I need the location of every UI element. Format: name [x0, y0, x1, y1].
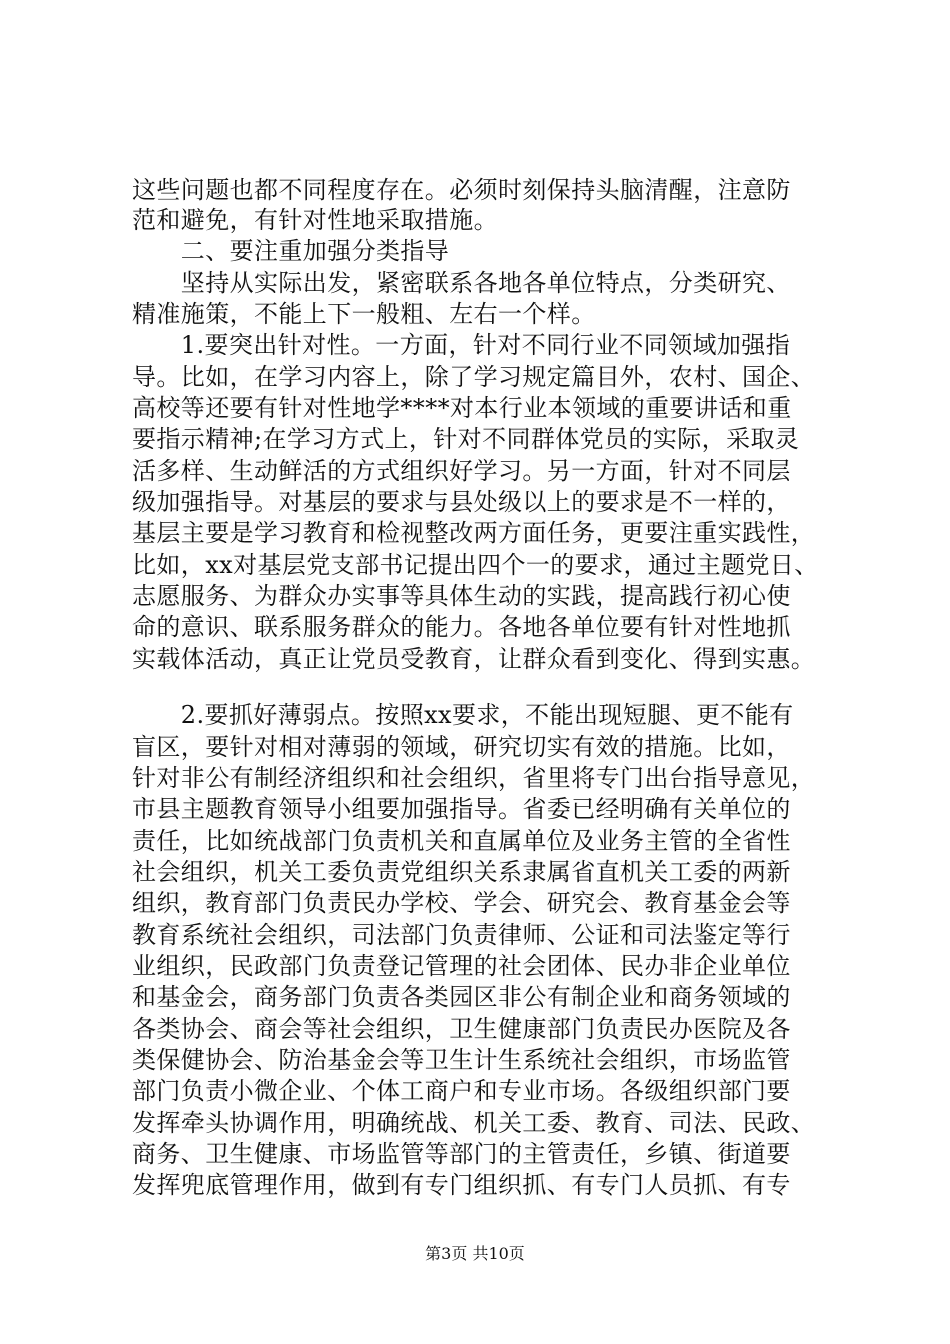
text-line: 业组织，民政部门负责登记管理的社会团体、民办非企业单位: [132, 952, 791, 980]
text-line: 实载体活动，真正让党员受教育，让群众看到变化、得到实惠。: [132, 645, 816, 673]
text-line: 志愿服务、为群众办实事等具体生动的实践，提高践行初心使: [132, 582, 791, 610]
page-number-footer: 第3页 共10页: [425, 1244, 525, 1263]
text-line: 部门负责小微企业、个体工商户和专业市场。各级组织部门要: [132, 1077, 791, 1105]
text-line: 针对非公有制经济组织和社会组织，省里将专门出台指导意见，: [132, 764, 816, 792]
text-line: 社会组织，机关工委负责党组织关系隶属省直机关工委的两新: [132, 858, 791, 886]
text-line: 坚持从实际出发，紧密联系各地各单位特点，分类研究、: [132, 269, 791, 297]
text-line: 活多样、生动鲜活的方式组织好学习。另一方面，针对不同层: [132, 457, 791, 485]
text-line: 责任，比如统战部门负责机关和直属单位及业务主管的全省性: [132, 827, 791, 855]
text-line: 发挥牵头协调作用，明确统战、机关工委、教育、司法、民政、: [132, 1109, 816, 1137]
text-line: 范和避免，有针对性地采取措施。: [132, 206, 498, 234]
text-line: 比如，xx对基层党支部书记提出四个一的要求，通过主题党日、: [132, 551, 819, 579]
section-heading: 二、要注重加强分类指导: [132, 237, 450, 265]
text-line: 精准施策，不能上下一般粗、左右一个样。: [132, 300, 596, 328]
text-line: 组织，教育部门负责民办学校、学会、研究会、教育基金会等: [132, 889, 791, 917]
text-line: 要指示精神;在学习方式上，针对不同群体党员的实际，采取灵: [132, 425, 800, 453]
text-line: 导。比如，在学习内容上，除了学习规定篇目外，农村、国企、: [132, 363, 816, 391]
text-line: 级加强指导。对基层的要求与县处级以上的要求是不一样的，: [132, 488, 791, 516]
text-line: 市县主题教育领导小组要加强指导。省委已经明确有关单位的: [132, 795, 791, 823]
text-line: 盲区，要针对相对薄弱的领域，研究切实有效的措施。比如，: [132, 733, 791, 761]
text-line: 教育系统社会组织，司法部门负责律师、公证和司法鉴定等行: [132, 921, 791, 949]
text-line: 各类协会、商会等社会组织，卫生健康部门负责民办医院及各: [132, 1015, 791, 1043]
text-line: 和基金会，商务部门负责各类园区非公有制企业和商务领域的: [132, 983, 791, 1011]
text-line: 类保健协会、防治基金会等卫生计生系统社会组织，市场监管: [132, 1046, 791, 1074]
text-line: 基层主要是学习教育和检视整改两方面任务，更要注重实践性，: [132, 519, 816, 547]
text-line: 发挥兜底管理作用，做到有专门组织抓、有专门人员抓、有专: [132, 1171, 791, 1199]
text-line: 这些问题也都不同程度存在。必须时刻保持头脑清醒，注意防: [132, 176, 791, 204]
text-line: 2.要抓好薄弱点。按照xx要求，不能出现短腿、更不能有: [132, 701, 794, 729]
text-line: 商务、卫生健康、市场监管等部门的主管责任，乡镇、街道要: [132, 1140, 791, 1168]
text-line: 1.要突出针对性。一方面，针对不同行业不同领域加强指: [132, 331, 791, 359]
text-line: 高校等还要有针对性地学****对本行业本领域的重要讲话和重: [132, 394, 792, 422]
text-line: 命的意识、联系服务群众的能力。各地各单位要有针对性地抓: [132, 613, 791, 641]
